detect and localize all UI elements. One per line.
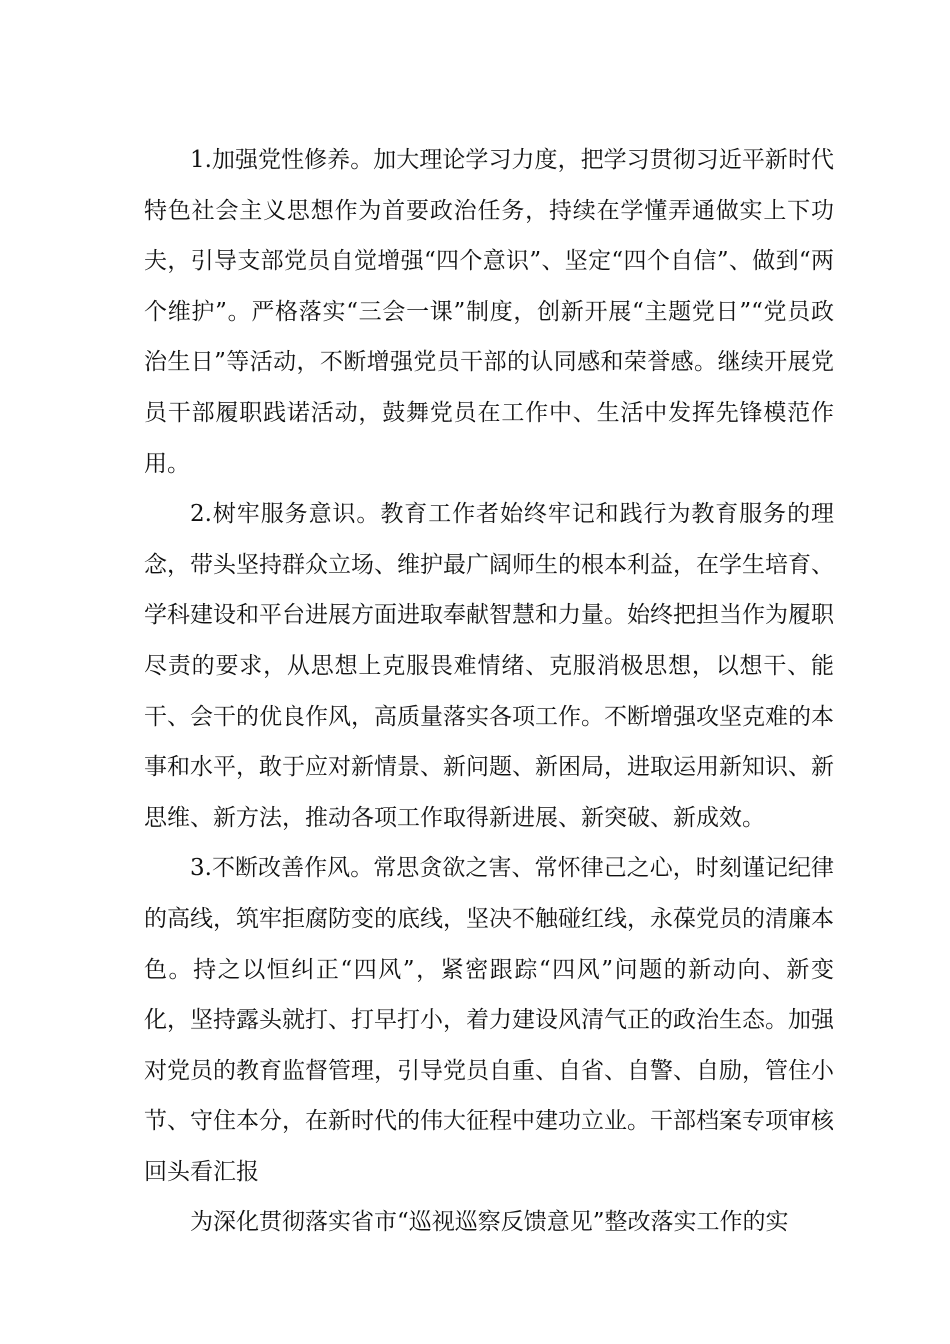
paragraph-service-awareness: 2.树牢服务意识。教育工作者始终牢记和践行为教育服务的理念，带头坚持群众立场、维护最广阔师生的根本利益，在学生培育、学科建设和平台进展方面进取奉献智慧和力量。始终把担当作为履职尽责的要求，从思想上克服畏难情绪、克服消极思想，以想干、能干、会干的优良作风，高质量落实各项工作。不断增强攻坚克难的本事和水平，敢于应对新情景、新问题、新困局，进取运用新知识、新思维、新方法，推动各项工作取得新进展、新突破、新成效。 — [144, 501, 834, 831]
paragraph-party-spirit: 1.加强党性修养。加大理论学习力度，把学习贯彻习近平新时代特色社会主义思想作为首要政治任务，持续在学懂弄通做实上下功夫，引导支部党员自觉增强“四个意识”、坚定“四个自信”、做到“两个维护”。严格落实“三会一课”制度，创新开展“主题党日”“党员政治生日”等活动，不断增强党员干部的认同感和荣誉感。继续开展党员干部履职践诺活动，鼓舞党员在工作中、生活中发挥先锋模范作用。 — [144, 147, 834, 477]
document-page — [144, 135, 834, 1248]
paragraph-report-intro: 为深化贯彻落实省市“巡视巡察反馈意见”整改落实工作的实 — [190, 1209, 789, 1236]
paragraph-work-style: 3.不断改善作风。常思贪欲之害、常怀律己之心，时刻谨记纪律的高线，筑牢拒腐防变的底线，坚决不触碰红线，永葆党员的清廉本色。持之以恒纠正“四风”，紧密跟踪“四风”问题的新动向、新变化，坚持露头就打、打早打小，着力建设风清气正的政治生态。加强对党员的教育监督管理，引导党员自重、自省、自警、自励，管住小节、守住本分，在新时代的伟大征程中建功立业。干部档案专项审核回头看汇报 — [144, 855, 834, 1185]
